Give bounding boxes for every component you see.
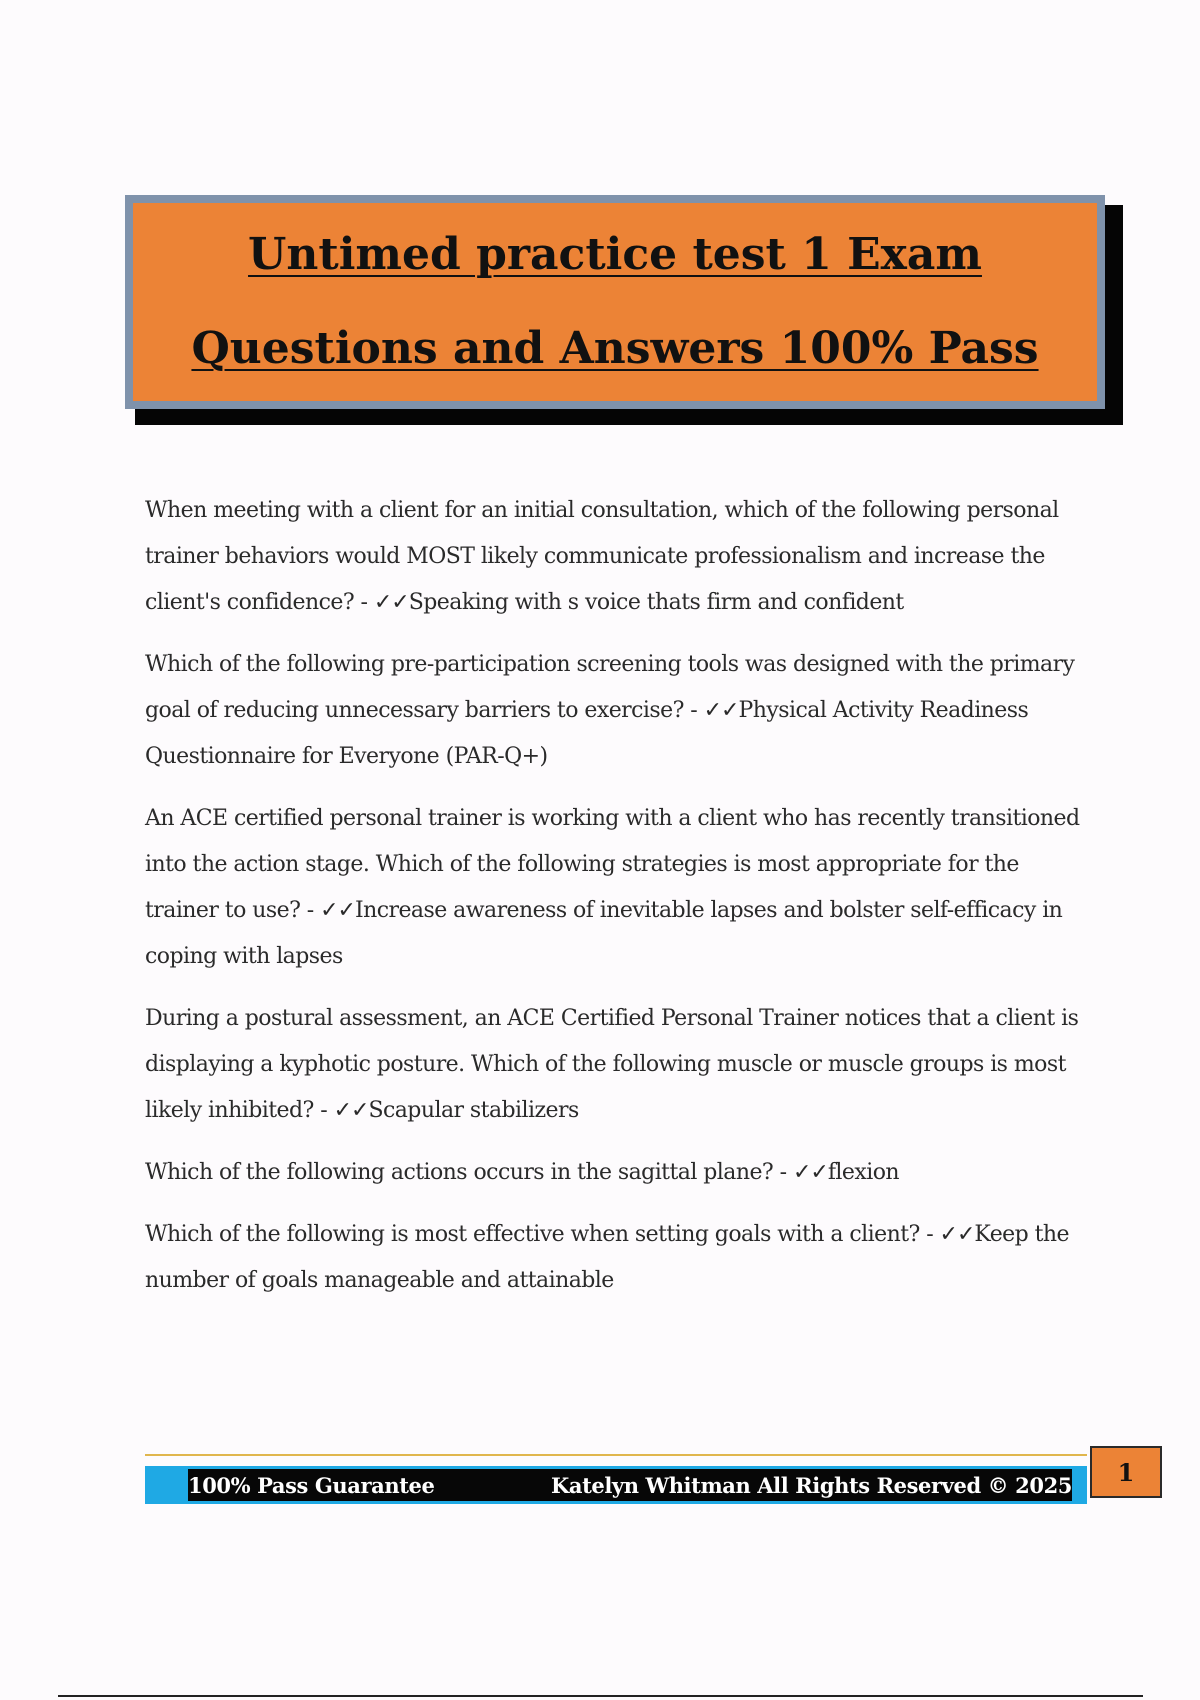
- title-line-1: Untimed practice test 1 Exam: [248, 229, 982, 280]
- check-icon: ✓✓: [703, 698, 739, 723]
- question-text: Which of the following actions occurs in the sagittal plane? -: [145, 1160, 793, 1185]
- check-icon: ✓✓: [320, 898, 355, 923]
- check-icon: ✓✓: [333, 1098, 369, 1123]
- qa-item: [145, 1150, 1095, 1196]
- qa-item: [145, 796, 1095, 980]
- answer-text: flexion: [827, 1160, 900, 1185]
- page-number: 1: [1090, 1446, 1162, 1498]
- footer-band: [188, 1469, 1072, 1501]
- qa-item: [145, 1212, 1095, 1304]
- footer-copyright: Katelyn Whitman All Rights Reserved © 2025: [551, 1472, 1072, 1498]
- title-line-2: Questions and Answers 100% Pass: [191, 323, 1039, 374]
- title-banner: [125, 195, 1105, 409]
- page-bottom-divider: [58, 1695, 1143, 1697]
- question-text: An ACE certified personal trainer is working with a client who has recently transitioned into the action stage. Which of the following strategies is most appropriate for the trainer to use? -: [145, 806, 1080, 923]
- answer-text: Scapular stabilizers: [368, 1098, 579, 1123]
- answer-text: Speaking with s voice thats firm and confident: [408, 590, 904, 615]
- question-text: When meeting with a client for an initial consultation, which of the following personal trainer behaviors would MOST likely communicate professionalism and increase the client's confidence? -: [145, 498, 1059, 615]
- qa-item: [145, 996, 1095, 1134]
- check-icon: ✓✓: [939, 1222, 975, 1247]
- check-icon: ✓✓: [373, 590, 409, 615]
- question-text: Which of the following is most effective when setting goals with a client? -: [145, 1222, 940, 1247]
- question-text: Which of the following pre-participation screening tools was designed with the primary goal of reducing unnecessary barriers to exercise? -: [145, 652, 1075, 723]
- answer-text: Keep the number of goals manageable and attainable: [145, 1222, 1069, 1293]
- footer-divider: [145, 1454, 1087, 1456]
- answer-text: Increase awareness of inevitable lapses and bolster self-efficacy in coping with lapses: [145, 898, 1063, 969]
- check-icon: ✓✓: [792, 1160, 828, 1185]
- footer-guarantee: 100% Pass Guarantee: [188, 1472, 435, 1498]
- answer-text: Physical Activity Readiness Questionnaire for Everyone (PAR-Q+): [145, 698, 1029, 769]
- question-text: During a postural assessment, an ACE Certified Personal Trainer notices that a client is displaying a kyphotic posture. Which of the following muscle or muscle groups is most likely inhibited? -: [145, 1006, 1079, 1123]
- qa-item: [145, 488, 1095, 626]
- qa-list: [145, 488, 1095, 1320]
- qa-item: [145, 642, 1095, 780]
